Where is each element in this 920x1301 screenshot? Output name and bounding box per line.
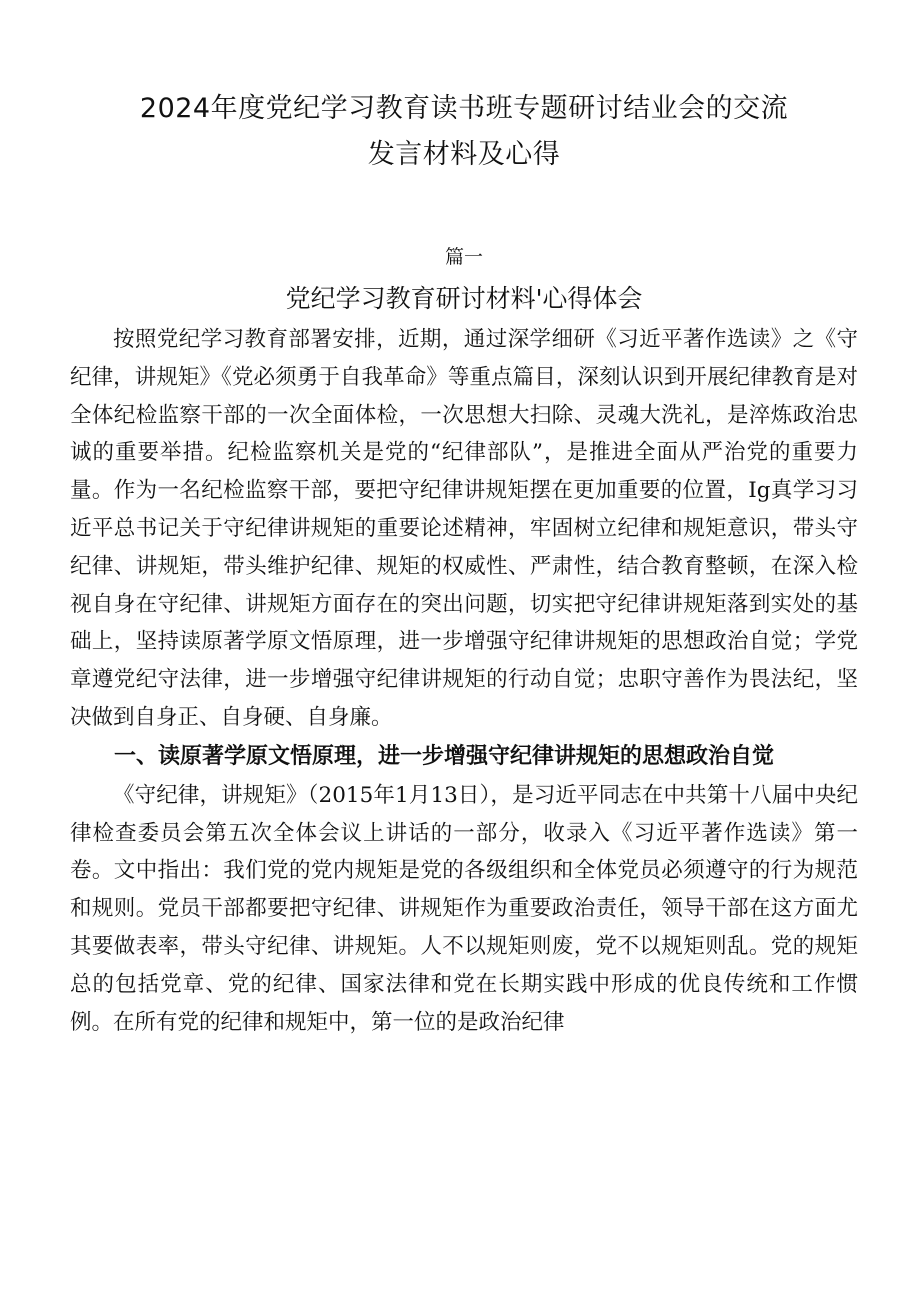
subheading-1-text: 一、读原著学原文悟原理，进一步增强守纪律讲规矩的思想政治自觉 xyxy=(114,743,775,769)
document-title xyxy=(70,86,858,178)
document-title-line-2: 发言材料及心得 xyxy=(367,139,561,170)
section-title: 党纪学习教育研讨材料'心得体会 xyxy=(285,284,643,313)
subheading-1 xyxy=(70,737,858,777)
body-paragraph-1: 按照党纪学习教育部署安排，近期，通过深学细研《习近平著作选读》之《守纪律，讲规矩》《党必须勇于自我革命》等重点篇目，深刻认识到开展纪律教育是对全体纪检监察干部的一次全面体检，一次思想大扫除、灵魂大洗礼，是淬炼政治忠诚的重要举措。纪检监察机关是党的“纪律部队”，是推进全面从严治党的重要力量。作为一名纪检监察干部，要把守纪律讲规矩摆在更加重要的位置，Ig真学习习近平总书记关于守纪律讲规矩的重要论述精神，牢固树立纪律和规矩意识，带头守纪律、讲规矩，带头维护纪律、规矩的权威性、严肃性，结合教育整顿，在深入检视自身在守纪律、讲规矩方面存在的突出问题，切实把守纪律讲规矩落到实处的基础上，坚持读原著学原文悟原理，进一步增强守纪律讲规矩的思想政治自觉；学党章遵党纪守法律，进一步增强守纪律讲规矩的行动自觉；忠职守善作为畏法纪，坚决做到自身正、自身硬、自身廉。 xyxy=(70,327,858,730)
section-label: 篇一 xyxy=(444,246,483,268)
body-paragraph-2: 《守纪律，讲规矩》（2015年1月13日），是习近平同志在中共第十八届中央纪律检查委员会第五次全体会议上讲话的一部分，收录入《习近平著作选读》第一卷。文中指出：我们党的党内规矩是党的各级组织和全体党员必须遵守的行为规范和规则。党员干部都要把守纪律、讲规矩作为重要政治责任，领导干部在这方面尤其要做表率，带头守纪律、讲规矩。人不以规矩则废，党不以规矩则乱。党的规矩总的包括党章、党的纪律、国家法律和党在长期实践中形成的优良传统和工作惯例。在所有党的纪律和规矩中，第一位的是政治纪律 xyxy=(70,782,858,1035)
document-title-line-1: 2024年度党纪学习教育读书班专题研讨结业会的交流 xyxy=(139,93,789,124)
